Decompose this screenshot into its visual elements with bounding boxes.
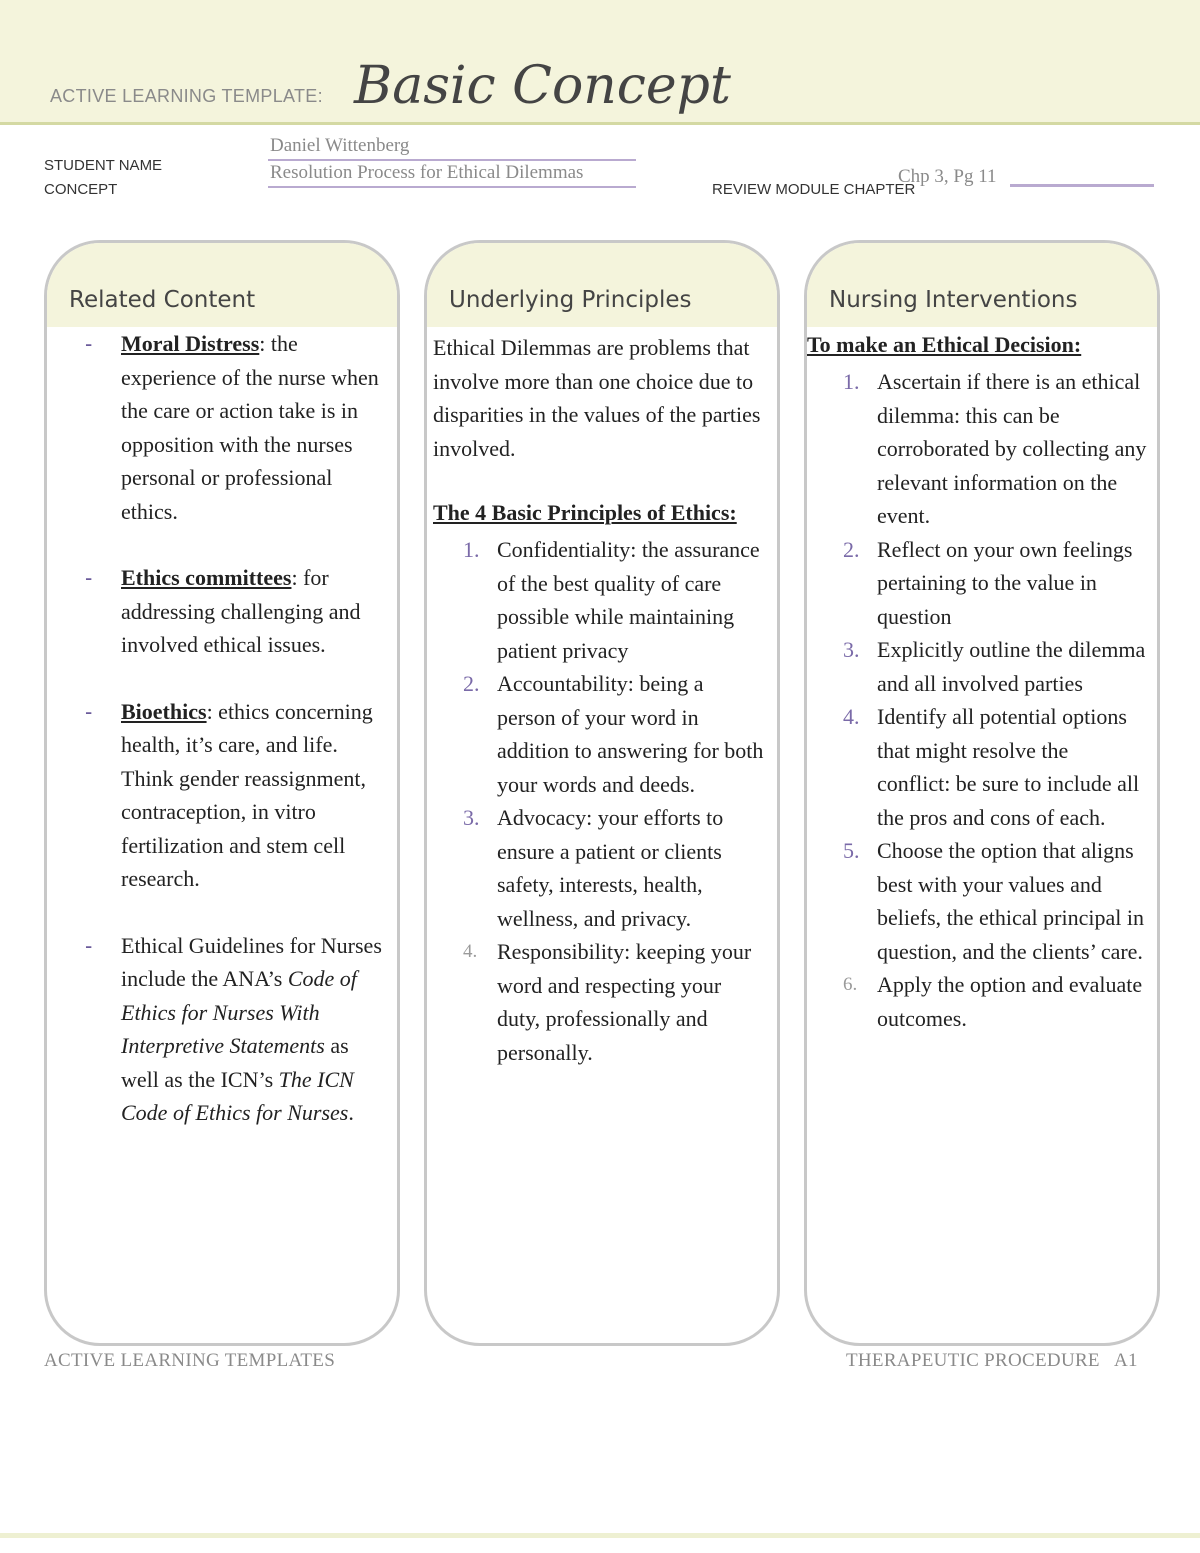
list-text: Apply the option and evaluate outcomes. — [877, 972, 1143, 1031]
list-item — [807, 968, 1157, 1035]
review-module-value[interactable]: Chp 3, Pg 11 — [898, 166, 997, 187]
principles-subheading — [427, 497, 777, 529]
list-number: 3. — [843, 637, 860, 662]
list-item — [427, 935, 777, 1069]
guideline-text: as well as the ICN’s — [121, 1033, 349, 1092]
concept-underline — [268, 186, 636, 188]
student-name-label: STUDENT NAME — [44, 157, 163, 174]
interventions-subheading — [807, 329, 1157, 361]
review-module-label: REVIEW MODULE CHAPTER — [712, 181, 916, 198]
list-text: Advocacy: your efforts to ensure a patient or clients safety, interests, health, wellness, and privacy. — [497, 805, 724, 931]
concept-value[interactable]: Resolution Process for Ethical Dilemmas — [270, 162, 584, 183]
principles-list — [427, 533, 777, 1069]
list-number: 1. — [463, 537, 480, 562]
underlying-principles-title: Underlying Principles — [449, 287, 692, 313]
term: Moral Distress — [121, 331, 260, 356]
nursing-interventions-header — [807, 243, 1157, 327]
list-text: Confidentiality: the assurance of the best quality of care possible while maintaining patient privacy — [497, 537, 760, 663]
term: Bioethics — [121, 698, 207, 724]
list-number: 3. — [463, 805, 480, 830]
list-item — [807, 700, 1157, 834]
guideline-text: . — [348, 1100, 354, 1125]
list-item — [427, 801, 777, 935]
concept-label: CONCEPT — [44, 181, 118, 198]
footer-left: ACTIVE LEARNING TEMPLATES — [44, 1350, 336, 1371]
dash-bullet: - — [85, 932, 93, 958]
interventions-list — [807, 365, 1157, 1035]
definition: : for addressing challenging and involved ethical issues. — [121, 565, 361, 657]
list-number: 1. — [843, 369, 860, 394]
list-text: Reflect on your own feelings pertaining to the value in question — [877, 536, 1133, 629]
list-item — [427, 533, 777, 667]
guideline-text: Ethical Guidelines for Nurses include the ANA’s — [121, 932, 382, 991]
student-name-underline — [268, 159, 636, 161]
review-module-underline — [1010, 184, 1154, 187]
related-content-body — [47, 327, 397, 1163]
bottom-band — [0, 1533, 1200, 1538]
dash-bullet: - — [85, 331, 93, 356]
list-text: Choose the option that aligns best with your values and beliefs, the ethical principal in question, and the clients’ care. — [877, 838, 1144, 964]
definition: : the experience of the nurse when the care or action take is in opposition with the nurses personal or professional ethics. — [121, 331, 379, 524]
list-number: 2. — [843, 536, 860, 562]
principles-subheading-text: The 4 Basic Principles of Ethics: — [433, 500, 737, 525]
related-content-card — [44, 240, 400, 1346]
list-item — [47, 327, 397, 528]
dash-bullet: - — [85, 565, 93, 590]
definition: : ethics concerning health, it’s care, and life. Think gender reassignment, contraception, in vitro fertilization and stem cell research. — [121, 698, 373, 891]
list-text: Identify all potential options that might resolve the conflict: be sure to include all the pros and cons of each. — [877, 704, 1140, 830]
list-text: Explicitly outline the dilemma and all involved parties — [877, 637, 1146, 696]
nursing-interventions-title: Nursing Interventions — [829, 287, 1078, 313]
list-number: 2. — [463, 671, 480, 696]
list-item — [807, 834, 1157, 968]
list-item — [427, 667, 777, 801]
list-number: 4. — [463, 941, 478, 962]
underlying-principles-card — [424, 240, 780, 1346]
related-content-list — [47, 327, 397, 1130]
list-item — [807, 633, 1157, 700]
list-item — [807, 533, 1157, 634]
list-item — [807, 365, 1157, 533]
principles-intro: Ethical Dilemmas are problems that involve more than one choice due to disparities in the values of the parties involved. — [433, 335, 761, 461]
nursing-interventions-body — [807, 329, 1157, 1035]
list-item — [47, 929, 397, 1130]
list-text: Ascertain if there is an ethical dilemma: this can be corroborated by collecting any relevant information on the event. — [877, 369, 1147, 528]
related-content-title: Related Content — [69, 287, 256, 313]
nursing-interventions-card — [804, 240, 1160, 1346]
dash-bullet: - — [85, 698, 93, 724]
template-label: ACTIVE LEARNING TEMPLATE: — [50, 86, 323, 106]
list-number: 4. — [843, 704, 860, 729]
list-number: 6. — [843, 974, 858, 995]
guideline-title: Code of Ethics for Nurses With Interpretive Statements — [121, 966, 357, 1058]
guideline-title: The ICN Code of Ethics for Nurses — [121, 1066, 354, 1125]
list-item — [47, 561, 397, 662]
footer-right: THERAPEUTIC PROCEDURE A1 — [846, 1350, 1138, 1371]
list-text: Accountability: being a person of your word in addition to answering for both your words and deeds. — [497, 671, 764, 797]
list-text: Responsibility: keeping your word and respecting your duty, professionally and personally. — [497, 939, 752, 1065]
student-name-value[interactable]: Daniel Wittenberg — [270, 135, 410, 156]
term: Ethics committees — [121, 565, 292, 590]
related-content-header — [47, 243, 397, 327]
list-number: 5. — [843, 838, 860, 863]
underlying-principles-header — [427, 243, 777, 327]
list-item — [47, 695, 397, 896]
interventions-subheading-text: To make an Ethical Decision: — [807, 332, 1082, 357]
underlying-principles-body — [427, 331, 777, 1069]
template-title: Basic Concept — [354, 56, 731, 116]
